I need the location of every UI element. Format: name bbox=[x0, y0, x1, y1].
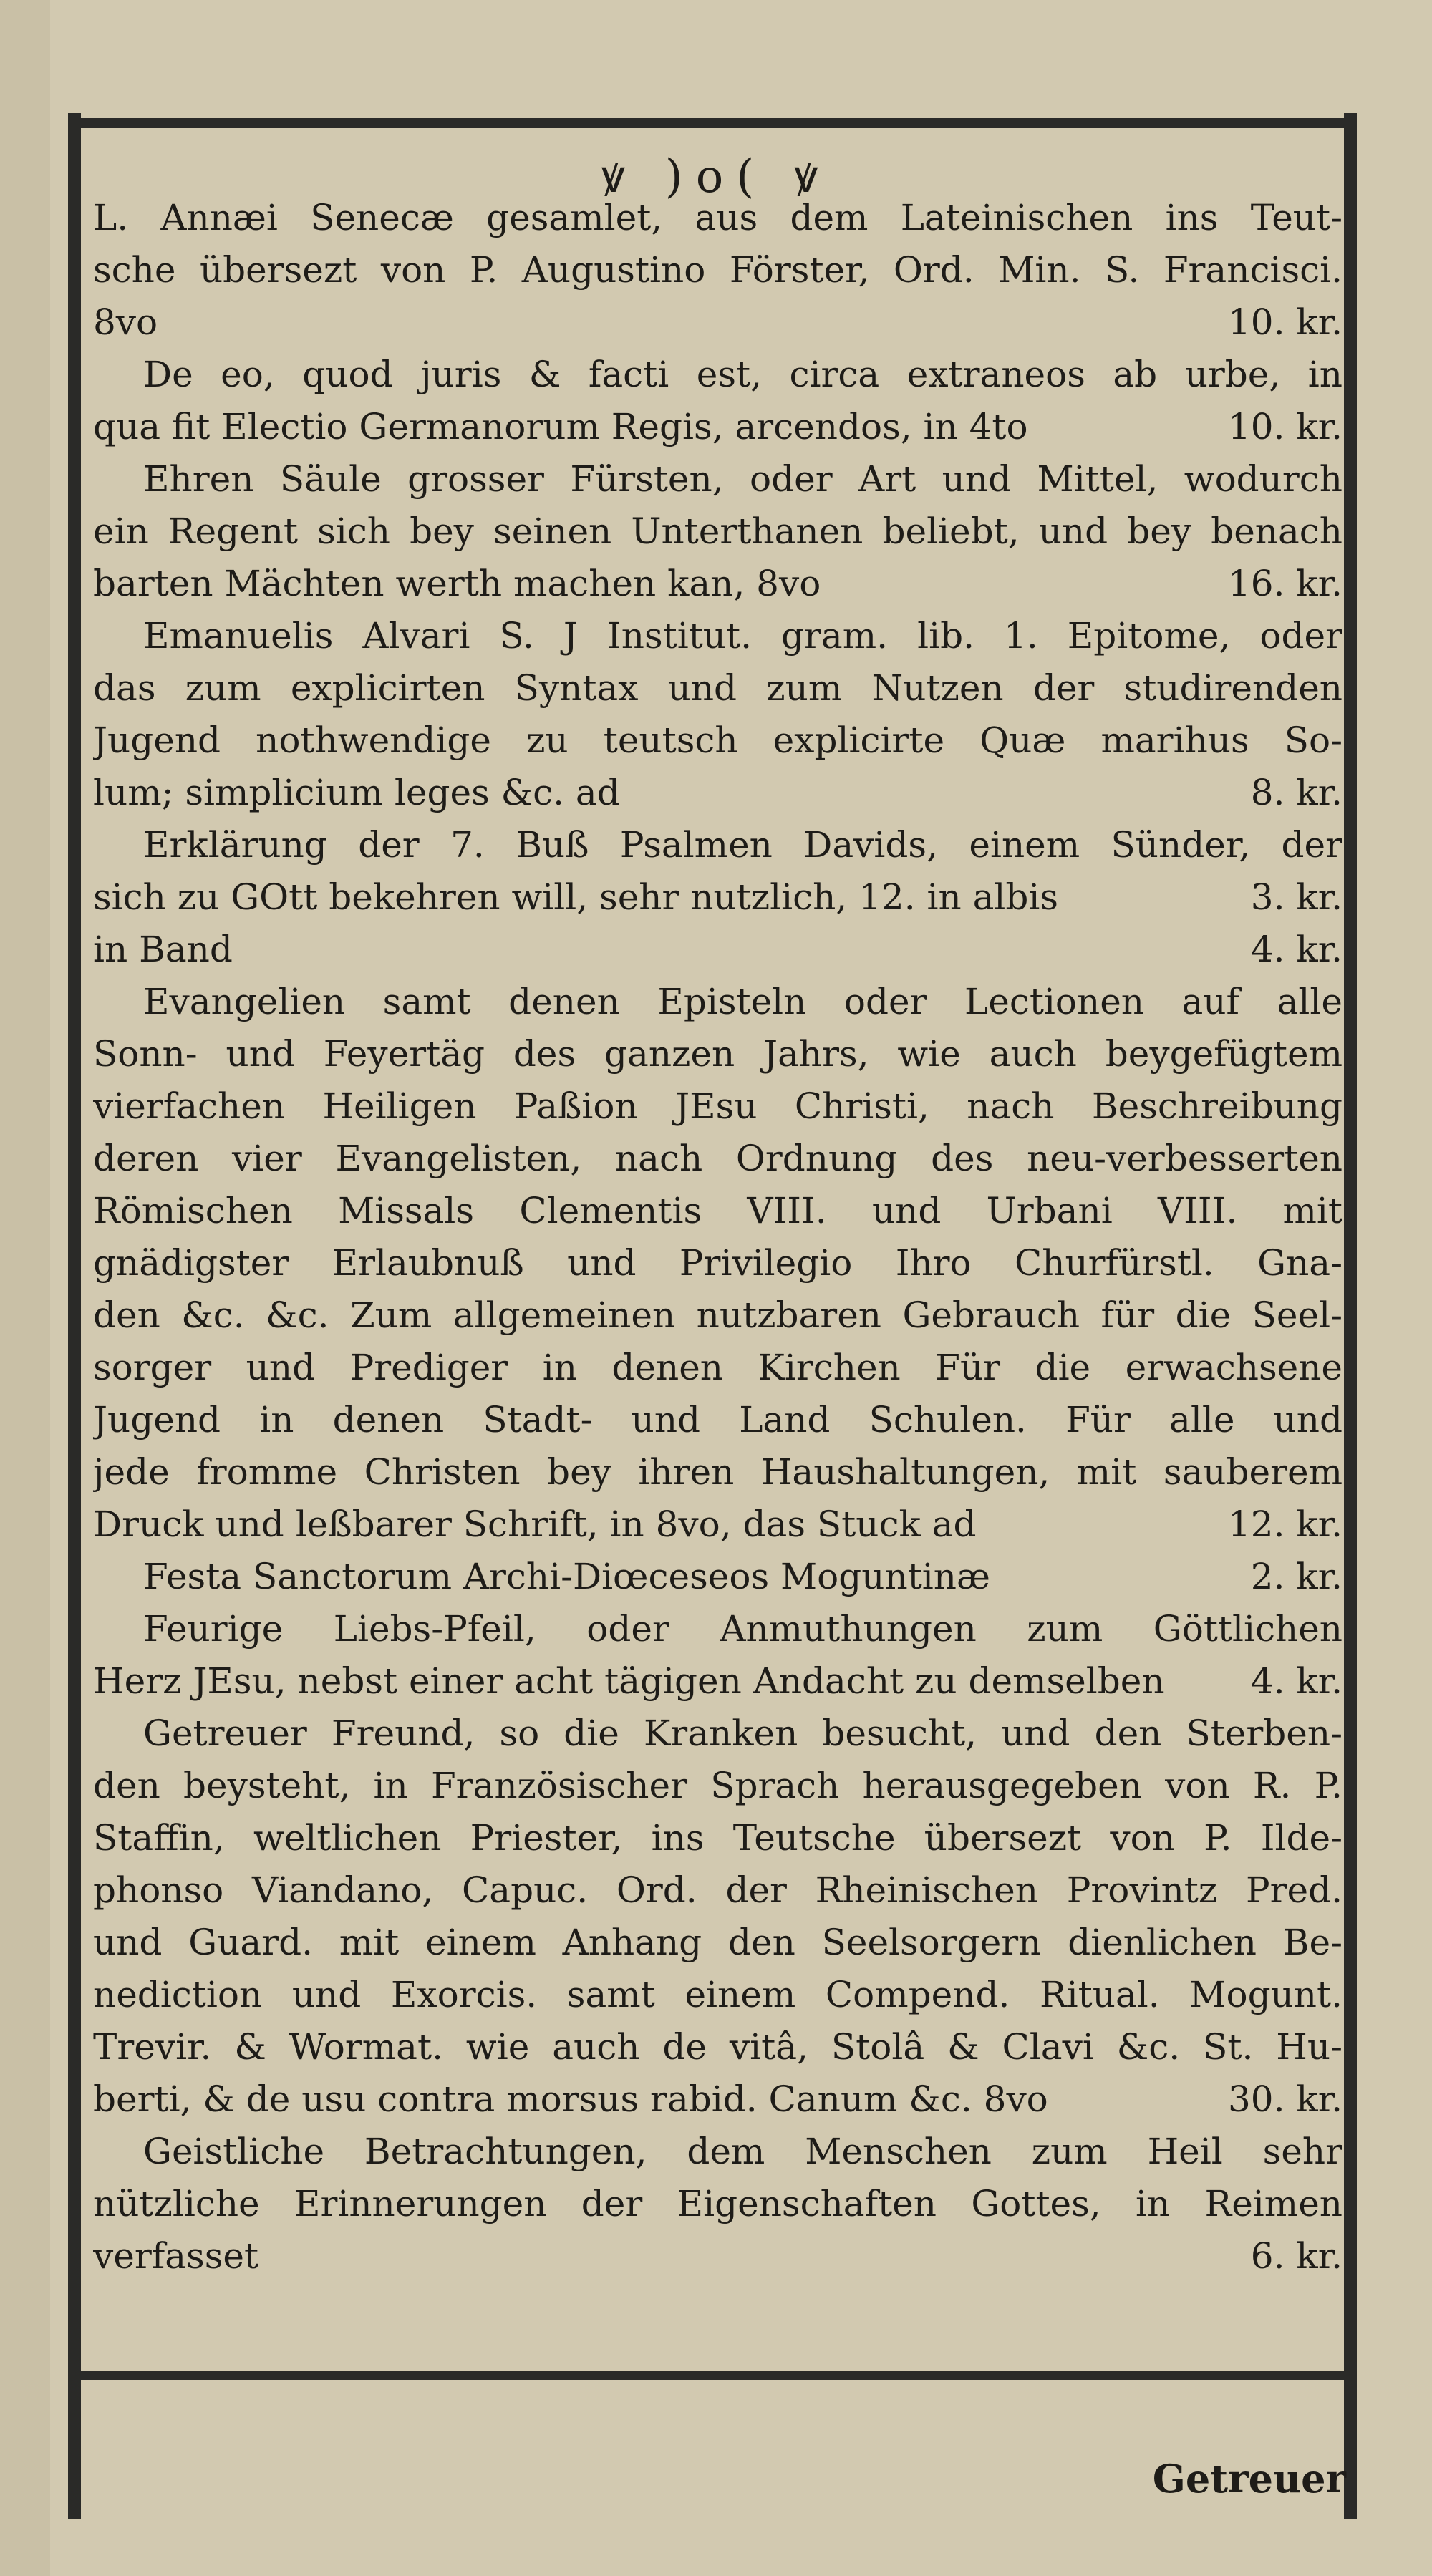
line-text: lum; simplicium leges &c. ad bbox=[93, 772, 620, 813]
text-line bbox=[93, 1028, 1342, 1080]
line-text: phonso Viandano, Capuc. Ord. der Rheinischen Provintz Pred. bbox=[93, 1869, 1342, 1911]
text-line bbox=[93, 1917, 1342, 1969]
line-text: jede fromme Christen bey ihren Haushaltungen, mit sauberem bbox=[93, 1451, 1342, 1493]
text-line bbox=[93, 715, 1342, 767]
text-line bbox=[93, 349, 1342, 401]
price: 4. kr. bbox=[1250, 1660, 1342, 1702]
line-text: den beysteht, in Französischer Sprach herausgegeben von R. P. bbox=[93, 1765, 1342, 1806]
price: 30. kr. bbox=[1227, 2078, 1342, 2120]
text-line bbox=[93, 1551, 1342, 1603]
line-text: qua fit Electio Germanorum Regis, arcendos, in 4to bbox=[93, 406, 1028, 447]
text-line bbox=[93, 296, 1342, 349]
price: 10. kr. bbox=[1227, 301, 1342, 343]
price: 10. kr. bbox=[1227, 406, 1342, 447]
line-text: berti, & de usu contra morsus rabid. Canum &c. 8vo bbox=[93, 2078, 1048, 2120]
line-text: 8vo bbox=[93, 301, 158, 343]
text-line bbox=[93, 976, 1342, 1028]
catalog-entries bbox=[93, 192, 1342, 2282]
text-line bbox=[93, 1446, 1342, 1498]
text-line bbox=[93, 558, 1342, 610]
line-text: sorger und Prediger in denen Kirchen Für die erwachsene bbox=[93, 1347, 1342, 1388]
line-text: verfasset bbox=[93, 2235, 259, 2277]
price: 16. kr. bbox=[1227, 563, 1342, 604]
line-text: sich zu GOtt bekehren will, sehr nutzlich, 12. in albis bbox=[93, 876, 1059, 918]
price: 4. kr. bbox=[1250, 929, 1342, 970]
line-text: Getreuer Freund, so die Kranken besucht, und den Sterben- bbox=[143, 1713, 1342, 1754]
text-line bbox=[93, 244, 1342, 296]
text-line bbox=[93, 1760, 1342, 1812]
line-text: barten Mächten werth machen kan, 8vo bbox=[93, 563, 821, 604]
line-text: Festa Sanctorum Archi-Diœceseos Moguntinæ bbox=[143, 1556, 990, 1597]
text-line bbox=[93, 2021, 1342, 2073]
line-text: Sonn- und Feyertäg des ganzen Jahrs, wie auch beygefügtem bbox=[93, 1033, 1342, 1075]
line-text: Emanuelis Alvari S. J Institut. gram. lib. 1. Epitome, oder bbox=[143, 615, 1342, 657]
line-text: gnädigster Erlaubnuß und Privilegio Ihro Churfürstl. Gna- bbox=[93, 1242, 1342, 1284]
line-text: ein Regent sich bey seinen Unterthanen beliebt, und bey benach bbox=[93, 510, 1342, 552]
text-line bbox=[93, 1655, 1342, 1708]
top-rule bbox=[68, 118, 1357, 128]
line-text: Jugend in denen Stadt- und Land Schulen. Für alle und bbox=[93, 1399, 1342, 1440]
text-line bbox=[93, 1394, 1342, 1446]
line-text: das zum explicirten Syntax und zum Nutzen der studirenden bbox=[93, 667, 1342, 709]
price: 12. kr. bbox=[1227, 1504, 1342, 1545]
text-line bbox=[93, 2178, 1342, 2230]
line-text: sche übersezt von P. Augustino Förster, Ord. Min. S. Francisci. bbox=[93, 249, 1342, 291]
price: 6. kr. bbox=[1250, 2235, 1342, 2277]
price: 8. kr. bbox=[1250, 772, 1342, 813]
text-line bbox=[93, 1603, 1342, 1655]
price: 2. kr. bbox=[1250, 1556, 1342, 1597]
text-line bbox=[93, 453, 1342, 505]
text-line bbox=[93, 1080, 1342, 1133]
line-text: Druck und leßbarer Schrift, in 8vo, das Stuck ad bbox=[93, 1504, 977, 1545]
line-text: Evangelien samt denen Episteln oder Lectionen auf alle bbox=[143, 981, 1342, 1022]
line-text: Geistliche Betrachtungen, dem Menschen zum Heil sehr bbox=[143, 2131, 1342, 2172]
line-text: Römischen Missals Clementis VIII. und Urbani VIII. mit bbox=[93, 1190, 1342, 1231]
line-text: De eo, quod juris & facti est, circa extraneos ab urbe, in bbox=[143, 354, 1342, 395]
line-text: vierfachen Heiligen Paßion JEsu Christi, nach Beschreibung bbox=[93, 1085, 1342, 1127]
text-line bbox=[93, 1185, 1342, 1237]
line-text: Trevir. & Wormat. wie auch de vitâ, Stolâ & Clavi &c. St. Hu- bbox=[93, 2026, 1342, 2068]
bottom-rule bbox=[68, 2371, 1357, 2380]
text-line bbox=[93, 1864, 1342, 1917]
text-line bbox=[93, 505, 1342, 558]
text-line bbox=[93, 401, 1342, 453]
text-line bbox=[93, 1133, 1342, 1185]
text-line bbox=[93, 1342, 1342, 1394]
text-line bbox=[93, 1969, 1342, 2021]
text-line bbox=[93, 1498, 1342, 1551]
line-text: in Band bbox=[93, 929, 233, 970]
text-line bbox=[93, 871, 1342, 924]
text-line bbox=[93, 192, 1342, 244]
header-ornament: ꝟ )o( ꝟ bbox=[601, 150, 831, 203]
line-text: Feurige Liebs-Pfeil, oder Anmuthungen zum Göttlichen bbox=[143, 1608, 1342, 1650]
catchword: Getreuer bbox=[1152, 2456, 1346, 2502]
line-text: nützliche Erinnerungen der Eigenschaften Gottes, in Reimen bbox=[93, 2183, 1342, 2224]
line-text: L. Annæi Senecæ gesamlet, aus dem Lateinischen ins Teut- bbox=[93, 197, 1342, 238]
text-line bbox=[93, 2073, 1342, 2126]
text-line bbox=[93, 2126, 1342, 2178]
line-text: Erklärung der 7. Buß Psalmen Davids, einem Sünder, der bbox=[143, 824, 1342, 866]
line-text: und Guard. mit einem Anhang den Seelsorgern dienlichen Be- bbox=[93, 1922, 1342, 1963]
text-line bbox=[93, 610, 1342, 662]
text-line bbox=[93, 1812, 1342, 1864]
line-text: Jugend nothwendige zu teutsch explicirte Quæ marihus So- bbox=[93, 720, 1342, 761]
price: 3. kr. bbox=[1250, 876, 1342, 918]
line-text: Staffin, weltlichen Priester, ins Teutsche übersezt von P. Ilde- bbox=[93, 1817, 1342, 1859]
text-line bbox=[93, 1289, 1342, 1342]
text-line bbox=[93, 1708, 1342, 1760]
text-line bbox=[93, 819, 1342, 871]
text-line bbox=[93, 2230, 1342, 2282]
text-line bbox=[93, 662, 1342, 715]
page-binding-edge bbox=[0, 0, 50, 2576]
line-text: den &c. &c. Zum allgemeinen nutzbaren Gebrauch für die Seel- bbox=[93, 1294, 1342, 1336]
line-text: deren vier Evangelisten, nach Ordnung des neu-verbesserten bbox=[93, 1138, 1342, 1179]
line-text: Ehren Säule grosser Fürsten, oder Art und Mittel, wodurch bbox=[143, 458, 1342, 500]
text-line bbox=[93, 767, 1342, 819]
line-text: nediction und Exorcis. samt einem Compend. Ritual. Mogunt. bbox=[93, 1974, 1342, 2015]
line-text: Herz JEsu, nebst einer acht tägigen Andacht zu demselben bbox=[93, 1660, 1165, 1702]
text-line bbox=[93, 1237, 1342, 1289]
text-line bbox=[93, 924, 1342, 976]
